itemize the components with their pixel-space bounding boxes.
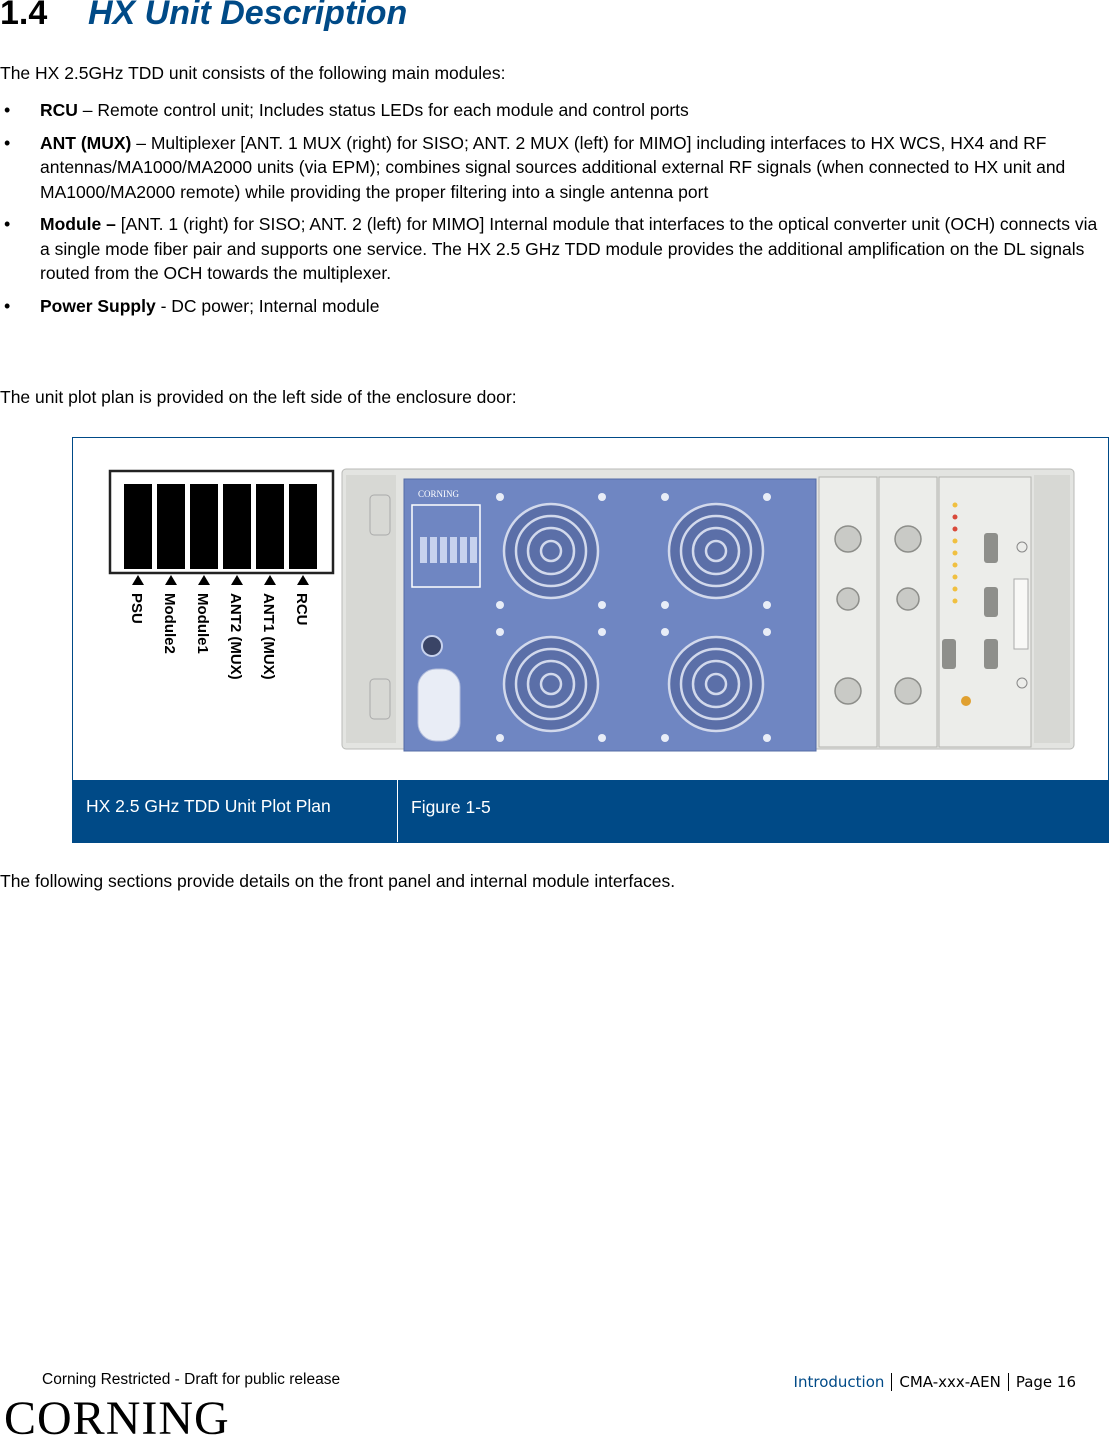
list-item xyxy=(0,212,1100,286)
list-item xyxy=(0,131,1100,205)
slot-rcu xyxy=(289,484,317,569)
footer-section: Introduction xyxy=(787,1373,893,1391)
corning-logo: CORNING xyxy=(4,1392,230,1445)
section-heading xyxy=(0,0,407,33)
section-number: 1.4 xyxy=(0,0,48,32)
slot-label: Module2 xyxy=(161,593,178,654)
slot-label: Module1 xyxy=(194,593,211,654)
module-description: – Multiplexer [ANT. 1 MUX (right) for SISO; ANT. 2 MUX (left) for MIMO] including interfaces to HX WCS, HX4 and RF antennas/MA1000/MA2000 units (via EPM); combines signal sources additional external RF signals (when connected to HX unit and MA1000/MA2000 remote) while providing the proper filtering into a single antenna port xyxy=(40,132,1066,202)
unit-plot-plan-illustration xyxy=(74,439,1107,780)
module-term: Power Supply xyxy=(40,295,156,316)
intro-paragraph: The HX 2.5GHz TDD unit consists of the following main modules: xyxy=(0,63,506,83)
plot-plan-intro: The unit plot plan is provided on the left side of the enclosure door: xyxy=(0,387,517,407)
module-term: ANT (MUX) xyxy=(40,132,132,153)
footer-doc-id: CMA-xxx-AEN xyxy=(892,1373,1008,1391)
door-lock xyxy=(422,636,442,656)
list-item xyxy=(0,294,1100,319)
door-handle xyxy=(418,669,460,741)
module-list xyxy=(0,98,1100,326)
module-description: - DC power; Internal module xyxy=(155,295,380,316)
rack-ear-left xyxy=(346,475,396,743)
slot-label: ANT2 (MUX) xyxy=(227,593,244,680)
section-title: HX Unit Description xyxy=(88,0,408,32)
caption-divider xyxy=(397,780,398,842)
footer-restriction: Corning Restricted - Draft for public release xyxy=(42,1371,341,1388)
closing-paragraph: The following sections provide details on the front panel and internal module interfaces. xyxy=(0,871,676,891)
slot-label: PSU xyxy=(128,593,145,624)
slot-ant2 xyxy=(223,484,251,569)
slot-psu xyxy=(124,484,152,569)
caption-title: HX 2.5 GHz TDD Unit Plot Plan xyxy=(86,796,331,816)
rcu-label-strip xyxy=(1014,579,1028,649)
footer-page-number: Page 16 xyxy=(1015,1373,1076,1391)
slot-label: ANT1 (MUX) xyxy=(260,593,277,680)
module-term: RCU xyxy=(40,100,78,120)
rack-ear-right xyxy=(1034,475,1070,743)
status-leds xyxy=(953,503,958,604)
figure-caption xyxy=(73,780,1108,842)
caption-number: Figure 1-5 xyxy=(411,797,491,817)
slot-module1 xyxy=(190,484,218,569)
slot-module2 xyxy=(157,484,185,569)
footer-meta xyxy=(787,1373,1083,1391)
slot-arrows xyxy=(132,575,309,585)
module-description: [ANT. 1 (right) for SISO; ANT. 2 (left) for MIMO] Internal module that interfaces to the optical converter unit (OCH) connects via a single mode fiber pair and supports one service. The HX 2.5 GHz TDD module provides the additional amplification on the DL signals routed from the OCH towards the multiplexer. xyxy=(40,214,1098,283)
slot-label: RCU xyxy=(293,593,310,626)
module-term: Module – xyxy=(40,214,116,234)
list-item xyxy=(0,98,1100,123)
figure-box xyxy=(72,437,1109,843)
ant2-mux-module xyxy=(819,477,877,747)
module-description: – Remote control unit; Includes status LEDs for each module and control ports xyxy=(77,100,689,120)
door-brand: CORNING xyxy=(418,489,460,499)
slot-ant1 xyxy=(256,484,284,569)
ant1-mux-module xyxy=(879,477,937,747)
